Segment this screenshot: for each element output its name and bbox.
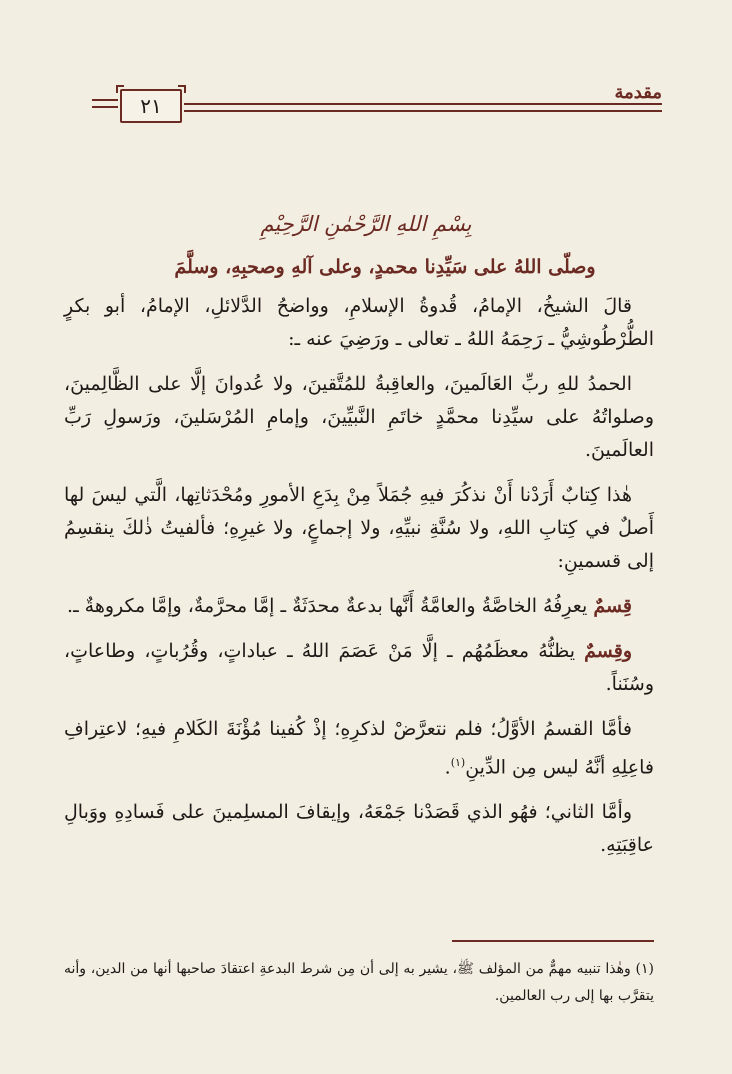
page-number: ٢١ (120, 89, 182, 123)
paragraph-split-two (64, 635, 654, 701)
main-text (64, 290, 654, 874)
header-rule-left (92, 99, 118, 108)
footnote (64, 956, 654, 1010)
basmala: بِسْمِ اللهِ الرَّحْمٰنِ الرَّحِيْمِ (260, 212, 472, 236)
paragraph: قالَ الشيخُ، الإمامُ، قُدوةُ الإسلامِ، وواضحُ الدَّلائلِ، الإمامُ، أبو بكرٍ الطُّرْطُوشِيُّ ـ رَحِمَهُ اللهُ ـ تعالى ـ ورَضِيَ عنه ـ: (64, 295, 654, 350)
page-header (92, 86, 662, 126)
paragraph: وأمَّا الثاني؛ فهُو الذي قَصَدْنا جَمْعَهُ، وإيقافَ المسلِمينَ على فَسادِهِ ووَبالِ عاقِبَتِهِ. (64, 801, 654, 857)
paragraph: الحمدُ للهِ ربِّ العَالَمينَ، والعاقِبةُ للمُتَّقينَ، ولا عُدوانَ إلَّا على الظَّالِمينَ، وصلواتُهُ على سيِّدِنا محمَّدٍ خاتَمِ النَّبيِّينَ، وإمامِ المُرْسَلينَ، ورَسولِ رَبِّ العالَمينَ. (64, 373, 654, 461)
footnote-text: وهٰذا تنبيه مهمٌّ من المؤلف ﷺ، يشير به إلى أن مِن شرط البدعةِ اعتقادَ صاحبها أنها من الدين، وأنه يتقرَّب بها إلى رب العالمين. (64, 961, 654, 1004)
footnote-reference[interactable]: (١) (450, 756, 466, 769)
split-head-first: قِسمٌ (593, 595, 632, 617)
paragraph: هٰذا كِتابٌ أَرَدْنا أَنْ نذكُرَ فيهِ جُمَلاً مِنْ بِدَعِ الأمورِ ومُحْدَثاتِها، الَّتي ليسَ لها أَصلٌ في كِتابِ اللهِ، ولا سُنَّةِ نبيِّهِ، ولا إجماعٍ، ولا غيرِهِ؛ فألفيتُ ذٰلكَ ينقسِمُ إلى قسمينِ: (64, 484, 654, 572)
footnote-number: (١) (635, 961, 654, 977)
paragraph-text: فأمَّا القسمُ الأوَّلُ؛ فلم نتعرَّضْ لذكرِهِ؛ إذْ كُفينا مُؤْنَةَ الكَلامِ فيهِ؛ لاعتِرافِ فاعِلِهِ أنَّهُ ليس مِن الدِّينِ (64, 718, 654, 779)
section-title: مقدمة (614, 82, 662, 103)
split-head-second: وقِسمٌ (584, 640, 632, 662)
header-rule-right (184, 103, 662, 112)
salutation: وصلّى اللهُ على سَيِّدِنا محمدٍ، وعلى آلهِ وصحبِهِ، وسلَّمَ (174, 256, 596, 278)
paragraph-with-note: فأمَّا القسمُ الأوَّلُ؛ فلم نتعرَّضْ لذكرِهِ؛ إذْ كُفينا مُؤْنَةَ الكَلامِ فيهِ؛ لاعتِرافِ فاعِلِهِ أنَّهُ ليس مِن الدِّينِ$^{(١)}$. (64, 718, 654, 779)
paragraph-text: يعرِفُهُ الخاصَّةُ والعامَّةُ أَنَّها بدعةٌ محدَثَةٌ ـ إمَّا محرَّمةٌ، وإمَّا مكروهةٌ ـ. (67, 595, 588, 617)
paragraph-split-one (64, 590, 654, 623)
paragraph-text: يظنُّهُ معظَمُهُم ـ إلَّا مَنْ عَصَمَ اللهُ ـ عباداتٍ، وقُرُباتٍ، وطاعاتٍ، وسُنَناً. (64, 640, 654, 695)
footnote-divider (452, 940, 654, 942)
